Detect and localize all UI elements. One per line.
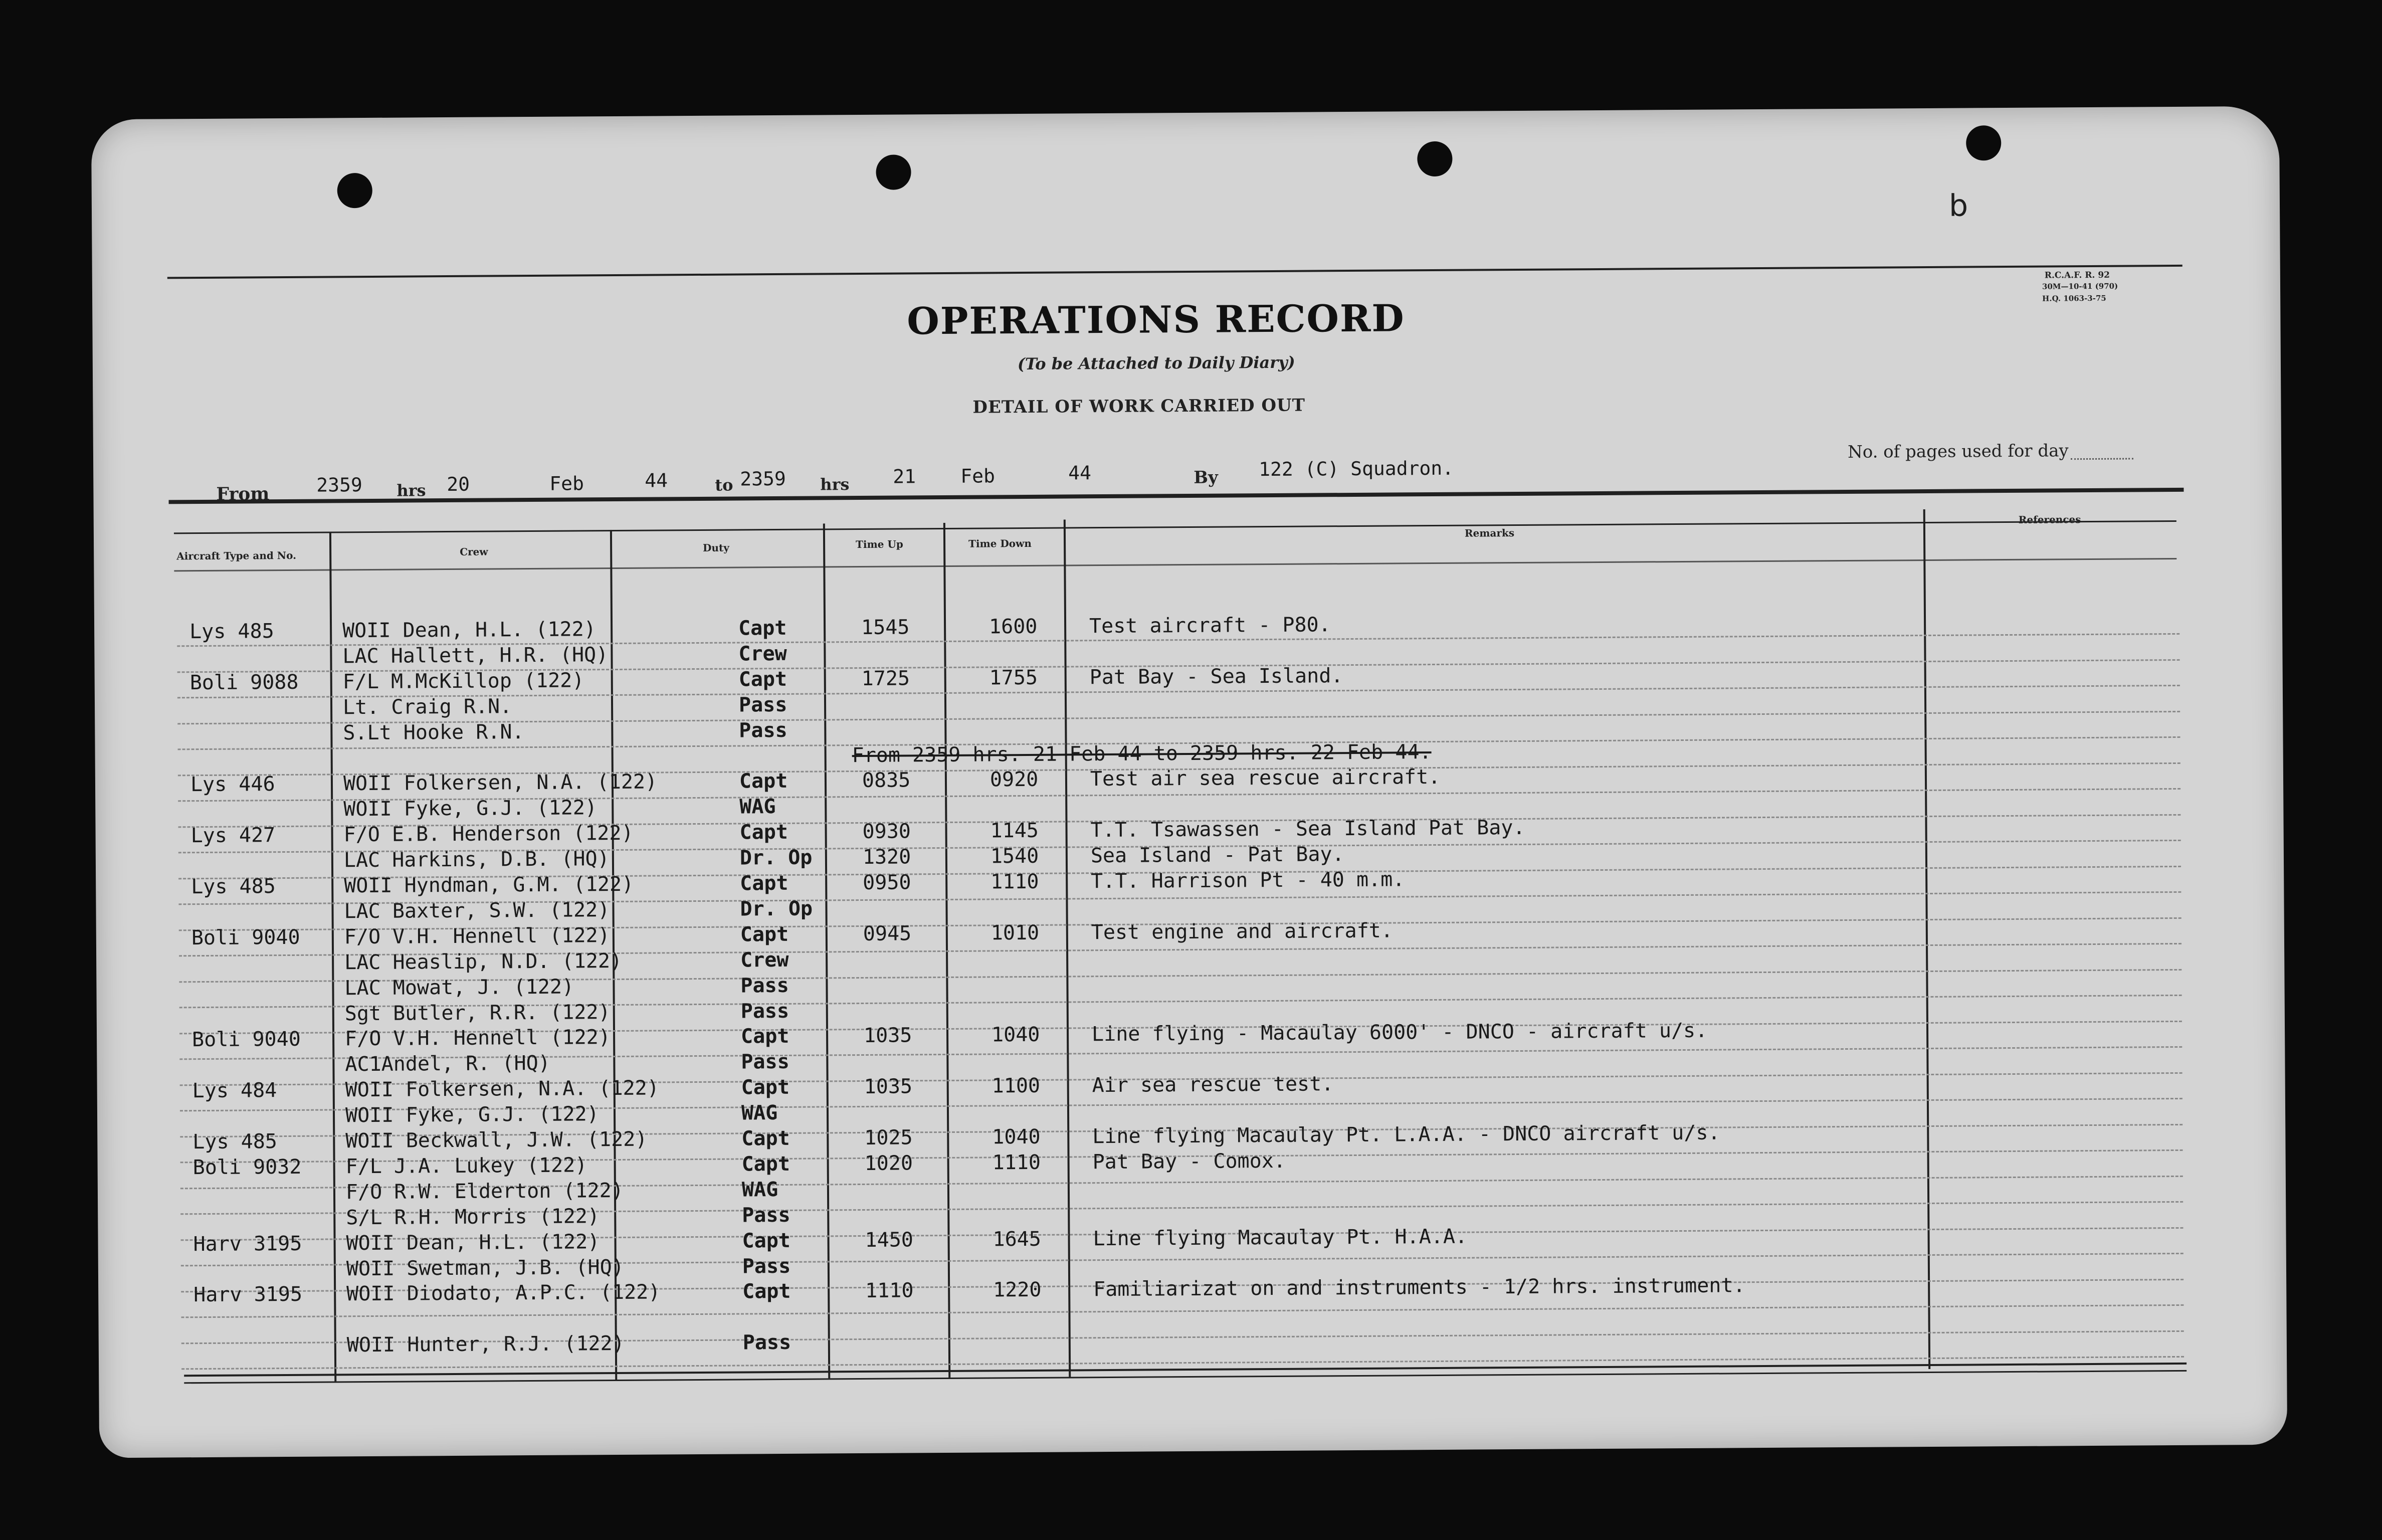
row-duty: Capt [742,1280,791,1303]
row-time-down: 1145 [990,819,1039,843]
row-time-up: 0950 [863,871,911,894]
to-time: 2359 [740,467,786,490]
row-aircraft: Boli 9088 [189,670,299,694]
pages-blank [2071,458,2133,460]
section-heading: DETAIL OF WORK CARRIED OUT [972,395,1306,418]
punch-hole [1966,125,2001,160]
row-duty: Capt [742,1229,791,1253]
row-duty: Pass [741,1050,789,1074]
col-header-time-up: Time Up [856,538,903,551]
row-time-up: 1020 [864,1151,913,1175]
row-crew: WOII Fyke, G.J. (122) [345,1102,599,1127]
row-crew: LAC Harkins, D.B. (HQ) [343,847,610,872]
row-crew: WOII Folkersen, N.A. (122) [345,1076,659,1102]
pages-label: No. of pages used for day [1847,441,2069,462]
row-crew: F/O E.B. Henderson (122) [343,821,634,847]
col-header-crew: Crew [460,545,488,558]
col-line-crew [329,531,336,1381]
row-time-up: 1545 [861,616,910,639]
row-duty: Crew [738,642,787,666]
punch-hole [337,173,372,208]
col-line-refs [1923,509,1930,1369]
row-time-up: 0835 [862,768,911,793]
table-bottom-rule-2 [184,1370,2187,1384]
row-duty: Capt [740,1025,789,1048]
row-time-down: 1110 [990,870,1039,894]
row-remarks: T.T. Harrison Pt - 40 m.m. [1091,868,1405,893]
ruled-line [181,1356,2184,1370]
row-duty: Capt [739,821,788,844]
row-time-up: 0930 [862,820,911,844]
row-crew: LAC Mowat, J. (122) [344,975,574,1000]
operations-record-card [91,106,2287,1458]
row-duty: Pass [739,718,787,742]
col-header-duty: Duty [703,541,729,554]
col-header-references: References [2018,513,2081,526]
row-aircraft: Boli 9040 [191,925,300,949]
row-remarks: Air sea rescue test. [1092,1072,1334,1097]
row-aircraft: Lys 485 [191,875,276,899]
row-crew: F/O V.H. Hennell (122) [344,923,610,949]
col-header-remarks: Remarks [1464,527,1515,539]
row-remarks: Line flying - Macaulay 6000' - DNCO - aircraft u/s. [1091,1019,1708,1046]
col-header-aircraft: Aircraft Type and No. [176,549,297,562]
row-time-down: 1040 [991,1023,1040,1047]
corner-mark: b [1948,188,1968,224]
squadron: 122 (C) Squadron. [1259,457,1454,481]
row-time-up: 1035 [863,1024,912,1048]
row-time-up: 1725 [861,667,910,690]
row-time-down: 1100 [991,1074,1041,1098]
row-crew: WOII Dean, H.L. (122) [342,618,596,643]
row-crew: WOII Hyndman, G.M. (122) [344,872,634,898]
form-code-1: R.C.A.F. R. 92 [2044,270,2110,281]
row-time-down: 1540 [990,844,1039,868]
row-crew: S/L R.H. Morris (122) [346,1204,600,1229]
row-crew: WOII Beckwall, J.W. (122) [345,1127,648,1153]
row-time-down: 1110 [992,1150,1041,1175]
row-time-up: 1110 [865,1279,914,1303]
to-year: 44 [1068,462,1092,484]
row-crew: LAC Hallett, H.R. (HQ) [342,643,609,668]
row-time-down: 1040 [992,1125,1041,1149]
row-remarks: Line flying Macaulay Pt. L.A.A. - DNCO aircraft u/s. [1092,1121,1720,1148]
ruled-lines [91,106,2279,120]
to-day: 21 [893,465,916,488]
row-remarks: Familiarizat on and instruments - 1/2 hrs. instrument. [1093,1274,1745,1301]
row-crew: AC1Andel, R. (HQ) [345,1052,550,1076]
row-crew: F/O V.H. Hennell (122) [344,1026,611,1051]
row-duty: Dr. Op [740,897,813,921]
row-duty: Capt [740,871,788,895]
row-aircraft: Lys 485 [189,620,274,644]
from-month: Feb [549,472,584,495]
header-rule-2 [174,558,2176,571]
row-time-down: 1600 [988,615,1038,639]
row-aircraft: Lys 485 [192,1130,278,1154]
row-remarks: T.T. Tsawassen - Sea Island Pat Bay. [1090,816,1525,842]
ruled-line [181,1304,2184,1318]
punch-hole [876,154,911,189]
row-duty: WAG [741,1101,778,1125]
row-aircraft: Boli 9040 [191,1028,301,1052]
row-crew: S.Lt Hooke R.N. [343,720,524,744]
top-rule [167,265,2182,279]
row-duty: Pass [742,1254,791,1278]
row-time-down: 1645 [993,1227,1042,1251]
form-code-2: 30M—10-41 (970) [2042,281,2118,291]
punch-hole [1417,141,1452,176]
row-duty: Capt [739,769,788,793]
header-rule [174,520,2176,534]
row-duty: Capt [741,1126,790,1150]
table-bottom-rule [184,1363,2187,1377]
row-duty: Crew [740,948,789,972]
row-time-up: 1025 [864,1126,913,1149]
row-duty: Pass [742,1331,791,1355]
hrs-label: hrs [396,481,426,500]
col-line-remarks [1064,519,1071,1377]
row-remarks: Pat Bay - Comox. [1092,1149,1286,1174]
row-time-up: 1320 [862,845,911,869]
row-crew: F/O R.W. Elderton (122) [345,1179,624,1204]
row-crew: LAC Baxter, S.W. (122) [344,898,610,923]
row-duty: Pass [738,693,787,717]
row-aircraft: Lys 446 [190,773,275,797]
col-header-time-down: Time Down [968,537,1032,550]
form-title: OPERATIONS RECORD [907,297,1405,343]
row-duty: Dr. Op [739,846,813,870]
row-crew: Lt. Craig R.N. [342,694,512,719]
row-remarks: Line flying Macaulay Pt. H.A.A. [1093,1225,1468,1250]
row-crew: WOII Folkersen, N.A. (122) [343,770,658,796]
row-duty: Pass [740,999,789,1023]
row-crew: WOII Dean, H.L. (122) [346,1230,600,1255]
row-remarks: Test air sea rescue aircraft. [1090,765,1441,791]
row-crew: WOII Hunter, R.J. (122) [346,1332,625,1357]
row-crew: WOII Diodato, A.P.C. (122) [346,1280,661,1306]
row-time-down: 1220 [993,1278,1042,1302]
hrs-label-2: hrs [820,475,850,494]
row-duty: WAG [741,1178,778,1202]
row-duty: Capt [741,1076,790,1099]
row-crew: Sgt Butler, R.R. (122) [344,1000,611,1025]
row-aircraft: Lys 484 [192,1079,277,1103]
row-duty: Capt [741,1152,790,1176]
from-time: 2359 [316,474,362,496]
from-year: 44 [645,469,668,492]
row-time-down: 0920 [989,768,1039,792]
row-aircraft: Harv 3195 [193,1283,303,1307]
from-day: 20 [447,473,470,496]
row-remarks: Pat Bay - Sea Island. [1089,664,1343,689]
from-label: From [216,483,270,505]
row-duty: Capt [740,922,789,946]
table-top-rule [169,488,2184,504]
row-time-up: 0945 [863,922,912,945]
row-duty: WAG [739,795,776,819]
row-time-down: 1755 [989,666,1038,690]
form-code-3: H.Q. 1063-3-75 [2042,293,2106,303]
row-crew: LAC Heaslip, N.D. (122) [344,949,623,974]
row-crew: WOII Fyke, G.J. (122) [343,796,598,821]
row-crew: WOII Swetman, J.B. (HQ) [346,1255,624,1280]
row-time-up: 1035 [864,1075,913,1099]
to-label: to [715,475,733,495]
row-duty: Pass [742,1203,790,1227]
row-aircraft: Boli 9032 [192,1155,302,1180]
row-crew: F/L J.A. Lukey (122) [345,1153,587,1179]
to-month: Feb [960,465,996,487]
row-duty: Capt [738,667,787,691]
form-subtitle: (To be Attached to Daily Diary) [1017,352,1295,374]
by-label: By [1194,467,1218,488]
row-duty: Pass [740,974,789,998]
row-remarks: Sea Island - Pat Bay. [1090,843,1344,868]
row-aircraft: Harv 3195 [193,1232,302,1256]
row-aircraft: Lys 427 [190,824,276,848]
row-duty: Capt [738,616,787,640]
row-time-down: 1010 [990,921,1040,945]
row-time-up: 1450 [865,1228,914,1252]
row-remarks: Test aircraft - P80. [1089,613,1331,638]
row-remarks: From 2359 hrs. 21 Feb 44 to 2359 hrs. 22 Feb 44. [852,740,1432,767]
row-remarks: Test engine and aircraft. [1091,919,1394,944]
row-crew: F/L M.McKillop (122) [342,669,584,694]
